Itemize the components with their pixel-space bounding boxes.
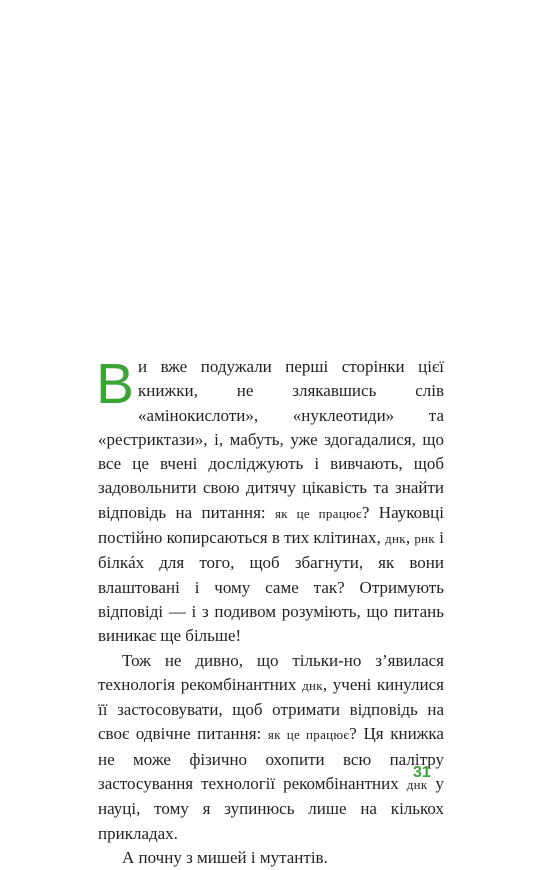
paragraph-2-text-c: ? Ця книжка не може фізично охопити всю палітру застосування технології рекомбінантних (98, 724, 444, 794)
small-caps-dna: днк (385, 531, 406, 547)
small-caps-phrase: як це працює (267, 727, 350, 743)
small-caps-dna: днк (302, 677, 323, 693)
paragraph-1-text-d: і білкáх для того, щоб збагнути, як вони влаштовані і чому саме так? Отримують відповіді — і з подивом розуміють, що питань виникає ще більше! (98, 528, 444, 646)
paragraph-3 (98, 846, 444, 870)
page-number: 31 (413, 764, 431, 781)
paragraph-2 (98, 649, 444, 846)
paragraph-2-text-b: , учені кинулися її застосовувати, щоб отримати відповідь на своє одвічне питання: (98, 674, 444, 744)
small-caps-phrase: як це працює (275, 505, 362, 521)
drop-cap: В (96, 352, 135, 416)
paragraph-2-text-a: Тож не дивно, що тільки-но з’явилася технологія рекомбінантних (98, 650, 444, 694)
paragraph-1-text-b: ? Науковці постійно копирсаються в тих клітинах, (98, 502, 444, 548)
body-text (96, 352, 444, 870)
small-caps-dna: днк (406, 777, 428, 793)
paragraph-1 (96, 352, 444, 649)
small-caps-rna: рнк (414, 531, 436, 547)
paragraph-3-text: А почну з мишей і мутантів. (122, 847, 328, 867)
paragraph-1-text-a: и вже подужали перші сторінки цієї книжки, не злякавшись слів «амінокислоти», «нуклеотиди» та «рестриктази», і, мабуть, уже здогадалися, що все це вчені досліджують і вивчають, щоб задовольнити свою дитячу цікавість та знайти відповідь на питання: (98, 357, 444, 522)
paragraph-1-text-c: , (405, 528, 415, 548)
paragraph-2-text-d: у науці, тому я зупинюсь лише на кількох прикладах. (98, 774, 444, 843)
